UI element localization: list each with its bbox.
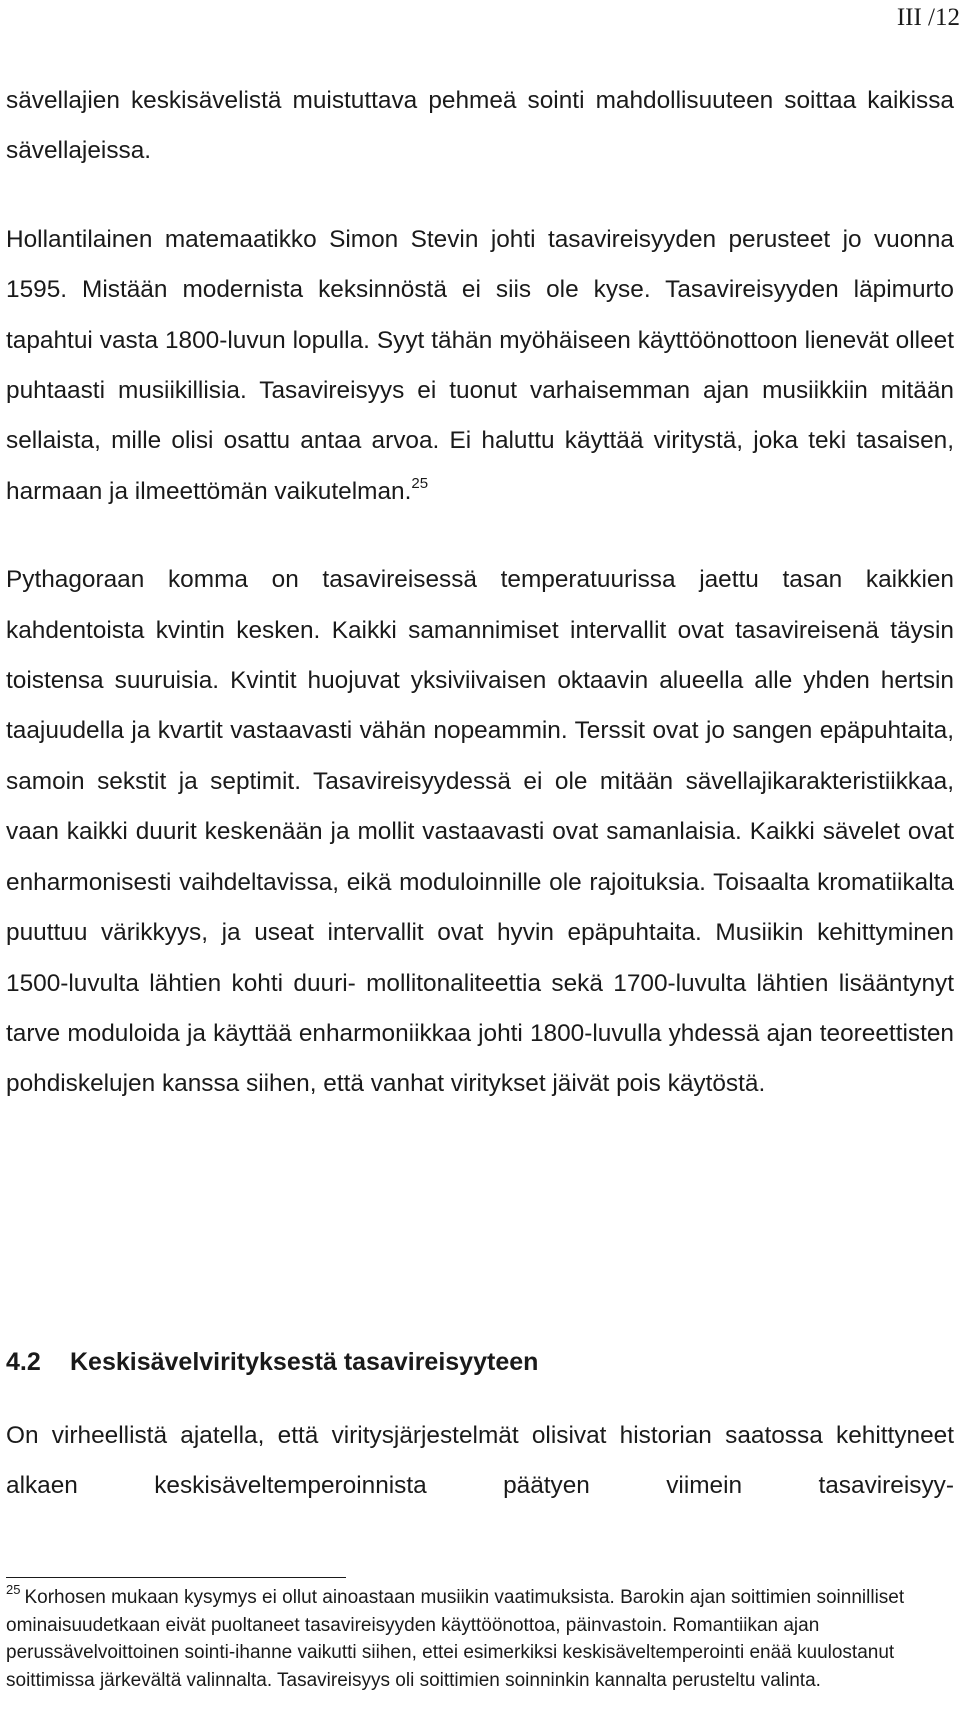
footnote-number: 25 [6, 1581, 21, 1597]
footnote [6, 1581, 954, 1694]
section-number: 4.2 [6, 1348, 41, 1376]
paragraph-3 [6, 555, 954, 1109]
paragraph-2-text: Hollantilainen matemaatikko Simon Stevin johti tasavireisyyden perusteet jo vuonna 1595. Mistään modernista keksinnöstä ei siis ole kyse. Tasavireisyyden läpimurto tapahtui vasta 1800-luvun lopulla. Syyt tähän myöhäiseen käyttöönottoon lienevät olleet puhtaasti musiikillisia. Tasavireisyys ei tuonut varhaisemman ajan musiikkiin mitään sellaista, mille olisi osattu antaa arvoa. Ei haluttu käyttää viritystä, joka teki tasaisen, harmaan ja ilmeettömän vaikutelman. [6, 225, 954, 505]
section-heading [6, 1348, 538, 1377]
paragraph-3-text: Pythagoraan komma on tasavireisessä temperatuurissa jaettu tasan kaikkien kahdentoista kvintin kesken. Kaikki samannimiset intervallit ovat tasavireisenä täysin toistensa suuruisia. Kvintit huojuvat yksiviivaisen oktaavin alueella alle yhden hertsin taajuudella ja kvartit vastaavasti vähän nopeammin. Terssit ovat jo sangen epäpuhtaita, samoin sekstit ja septimit. Tasavireisyydessä ei ole mitään sävellajikarakteristiikkaa, vaan kaikki duurit keskenään ja mollit vastaavasti ovat samanlaisia. Kaikki sävelet ovat enharmonisesti vaihdeltavissa, eikä moduloinnille ole rajoituksia. Toisaalta kromatiikalta puuttuu värikkyys, ja useat intervallit ovat hyvin epäpuhtaita. Musiikin kehittyminen 1500-luvulta lähtien kohti duuri- mollitonaliteettia sekä 1700-luvulta lähtien lisääntynyt tarve moduloida ja käyttää enharmoniikkaa johti 1800-luvulla yhdessä ajan teoreettisten pohdiskelujen kanssa siihen, että vanhat viritykset jäivät pois käytöstä. [6, 566, 954, 1098]
paragraph-2 [6, 215, 954, 517]
paragraph-1-text: sävellajien keskisävelistä muistuttava pehmeä sointi mahdollisuuteen soittaa kaikissa sävellajeissa. [6, 87, 954, 165]
page-number: III /12 [896, 4, 960, 31]
paragraph-4 [6, 1411, 954, 1512]
footnote-text: Korhosen mukaan kysymys ei ollut ainoastaan musiikin vaatimuksista. Barokin ajan soittimien soinnilliset ominaisuudetkaan eivät puoltaneet tasavireisyyden käyttöönottoa, päinvastoin. Romantiikan ajan perussävelvoittoinen sointi-ihanne vaikutti siihen, ettei esimerkiksi keskisäveltemperointi enää kuulostanut soittimissa järkevältä valinnalta. Tasavireisyys oli soittimien soinninkin kannalta perusteltu valinta. [6, 1587, 905, 1691]
body-text [6, 76, 954, 1110]
section-title: Keskisävelvirityksestä tasavireisyyteen [70, 1348, 539, 1376]
footnote-divider [6, 1577, 346, 1578]
footnote-reference[interactable]: 25 [411, 474, 429, 492]
paragraph-4-text: On virheellistä ajatella, että viritysjärjestelmät olisivat historian saatossa kehittyneet alkaen keskisäveltemperoinnista päätyen viimein tasavireisyy- [6, 1422, 954, 1500]
paragraph-1 [6, 76, 954, 177]
